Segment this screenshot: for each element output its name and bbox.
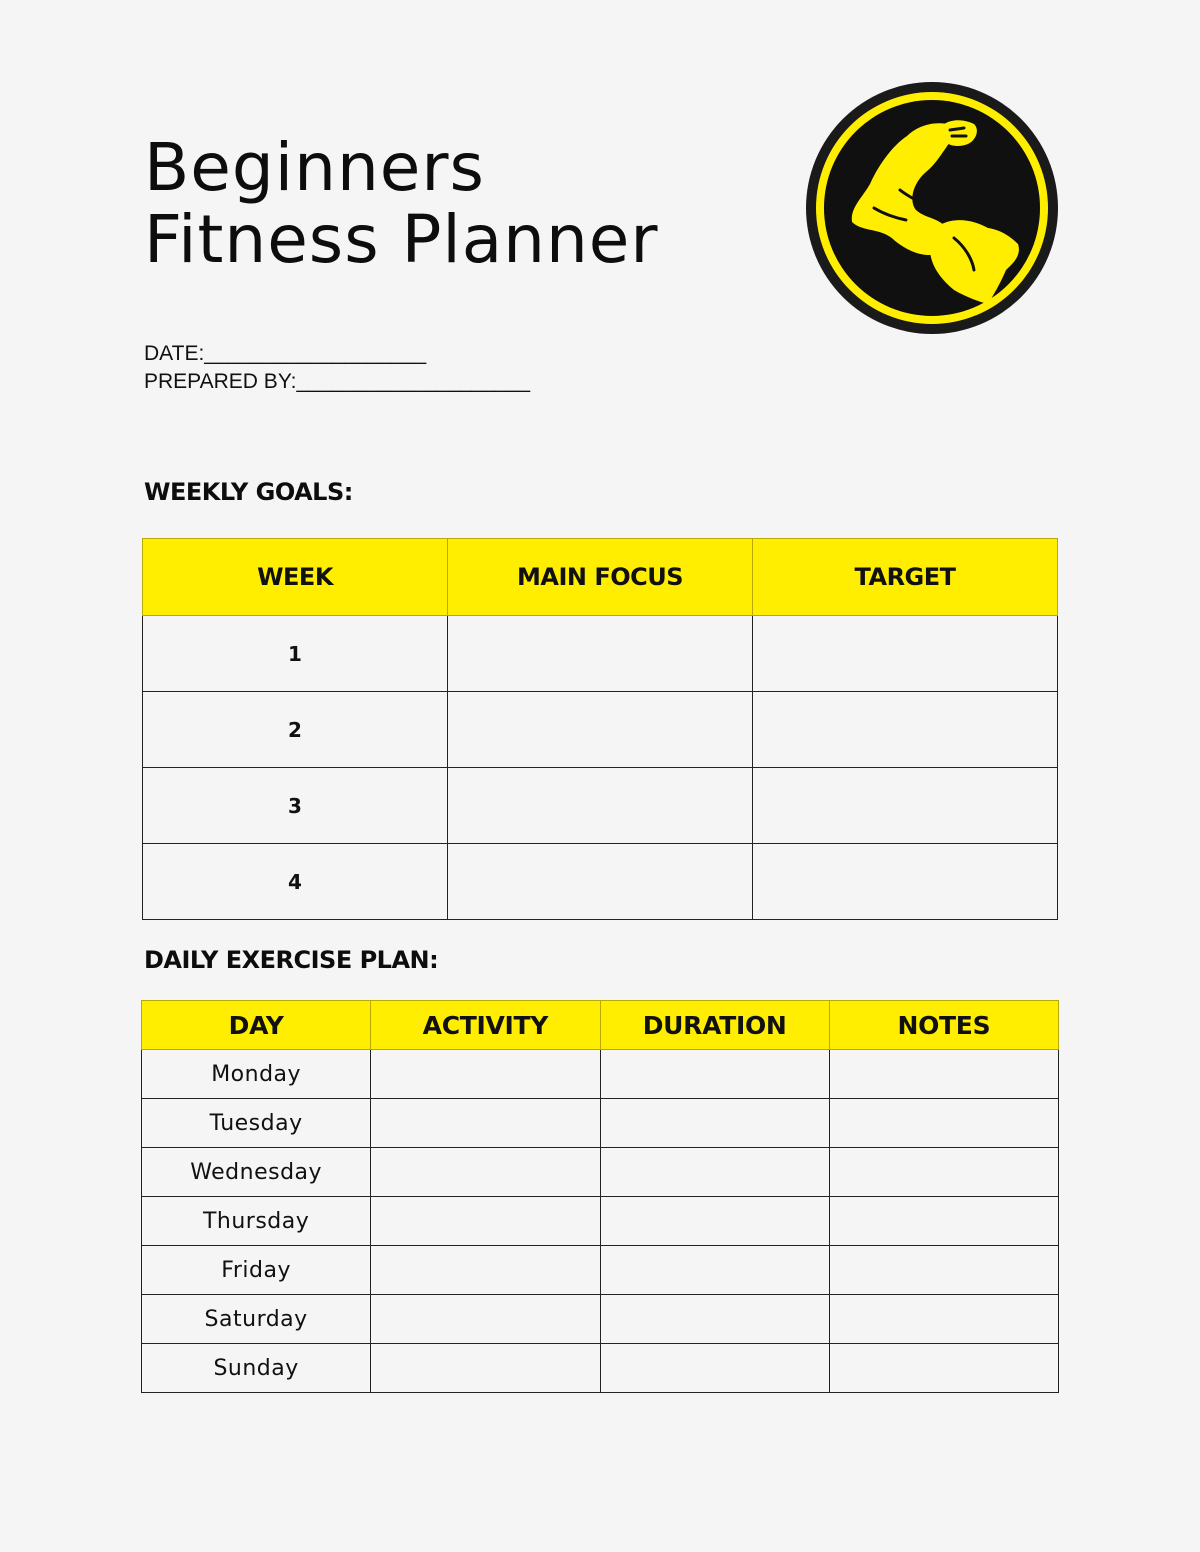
table-row [142, 1099, 1059, 1148]
main-focus-cell[interactable] [448, 692, 753, 768]
target-cell[interactable] [753, 692, 1058, 768]
day-cell: Friday [142, 1246, 371, 1295]
notes-cell[interactable] [829, 1197, 1058, 1246]
week-cell: 3 [143, 768, 448, 844]
table-header-row [143, 539, 1058, 616]
activity-cell[interactable] [371, 1295, 600, 1344]
week-cell: 1 [143, 616, 448, 692]
column-header-activity: ACTIVITY [371, 1001, 600, 1050]
table-row [142, 1148, 1059, 1197]
prepared-by-field[interactable]: PREPARED BY:____________________ [144, 370, 531, 393]
activity-cell[interactable] [371, 1344, 600, 1393]
target-cell[interactable] [753, 768, 1058, 844]
column-header-day: DAY [142, 1001, 371, 1050]
table-header-row [142, 1001, 1059, 1050]
activity-cell[interactable] [371, 1148, 600, 1197]
table-row [142, 1246, 1059, 1295]
duration-cell[interactable] [600, 1050, 829, 1099]
table-row [143, 616, 1058, 692]
form-meta [144, 340, 530, 396]
week-cell: 2 [143, 692, 448, 768]
target-cell[interactable] [753, 616, 1058, 692]
day-cell: Saturday [142, 1295, 371, 1344]
notes-cell[interactable] [829, 1099, 1058, 1148]
activity-cell[interactable] [371, 1246, 600, 1295]
day-cell: Tuesday [142, 1099, 371, 1148]
table-row [142, 1295, 1059, 1344]
table-row [142, 1197, 1059, 1246]
column-header-notes: NOTES [829, 1001, 1058, 1050]
day-cell: Thursday [142, 1197, 371, 1246]
notes-cell[interactable] [829, 1246, 1058, 1295]
table-row [143, 768, 1058, 844]
day-cell: Wednesday [142, 1148, 371, 1197]
day-cell: Sunday [142, 1344, 371, 1393]
main-focus-cell[interactable] [448, 844, 753, 920]
table-row [143, 692, 1058, 768]
table-row [143, 844, 1058, 920]
title-line-1: Beginners [144, 129, 485, 206]
weekly-goals-table [142, 538, 1058, 920]
daily-exercise-plan-heading: DAILY EXERCISE PLAN: [144, 946, 439, 974]
activity-cell[interactable] [371, 1050, 600, 1099]
duration-cell[interactable] [600, 1344, 829, 1393]
table-row [142, 1344, 1059, 1393]
main-focus-cell[interactable] [448, 616, 753, 692]
title-line-2: Fitness Planner [144, 201, 659, 278]
duration-cell[interactable] [600, 1197, 829, 1246]
activity-cell[interactable] [371, 1197, 600, 1246]
weekly-goals-heading: WEEKLY GOALS: [144, 478, 353, 506]
table-row [142, 1050, 1059, 1099]
activity-cell[interactable] [371, 1099, 600, 1148]
notes-cell[interactable] [829, 1050, 1058, 1099]
column-header-main-focus: MAIN FOCUS [448, 539, 753, 616]
main-focus-cell[interactable] [448, 768, 753, 844]
page-title [144, 129, 659, 278]
daily-exercise-plan-table [141, 1000, 1059, 1393]
column-header-week: WEEK [143, 539, 448, 616]
notes-cell[interactable] [829, 1295, 1058, 1344]
duration-cell[interactable] [600, 1246, 829, 1295]
duration-cell[interactable] [600, 1099, 829, 1148]
notes-cell[interactable] [829, 1148, 1058, 1197]
duration-cell[interactable] [600, 1295, 829, 1344]
week-cell: 4 [143, 844, 448, 920]
column-header-duration: DURATION [600, 1001, 829, 1050]
notes-cell[interactable] [829, 1344, 1058, 1393]
day-cell: Monday [142, 1050, 371, 1099]
flexed-arm-icon [804, 80, 1060, 336]
date-field[interactable]: DATE:___________________ [144, 342, 427, 365]
duration-cell[interactable] [600, 1148, 829, 1197]
target-cell[interactable] [753, 844, 1058, 920]
column-header-target: TARGET [753, 539, 1058, 616]
